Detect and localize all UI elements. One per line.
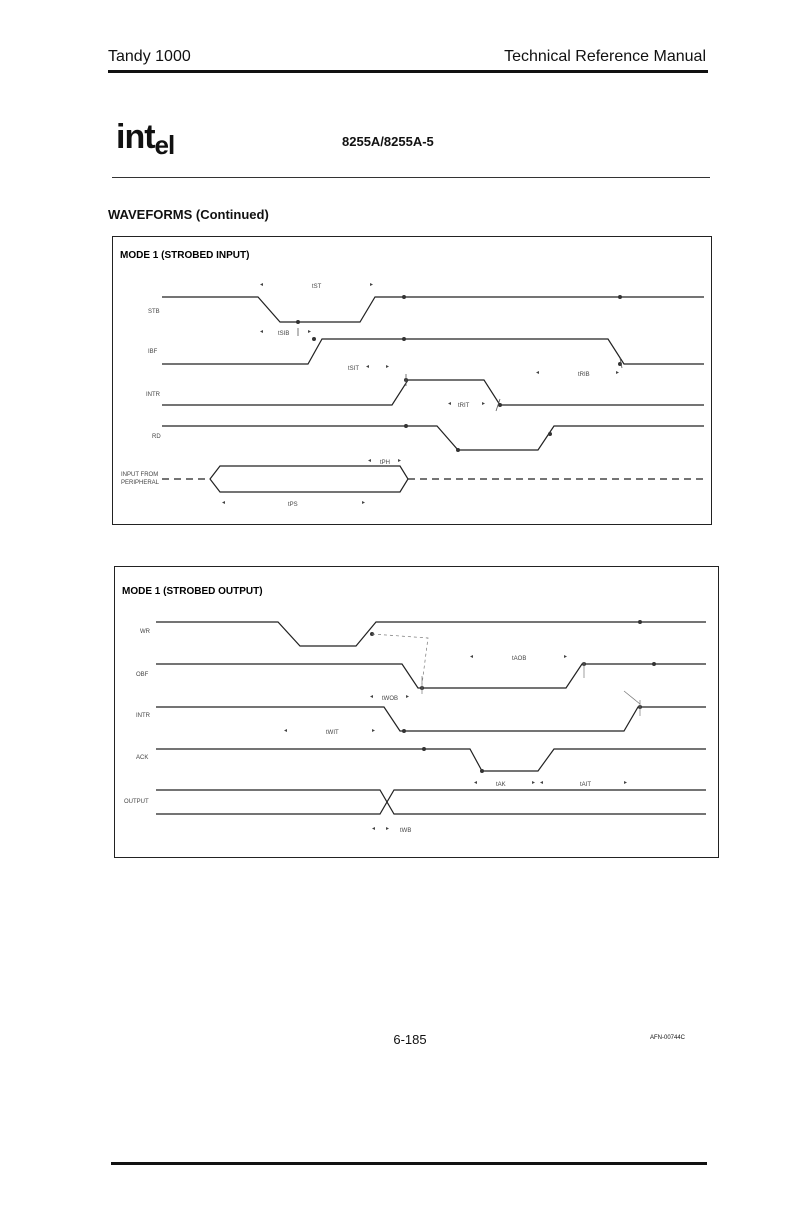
t-sib-arrow-left: ◂ <box>260 329 264 335</box>
section-title: WAVEFORMS (Continued) <box>108 207 269 222</box>
t-ps-label: tPS <box>288 502 298 508</box>
ack-low-dot <box>480 769 484 773</box>
logo-main: int <box>116 118 155 156</box>
t-sit-arrow-left: ◂ <box>366 364 370 370</box>
ibf-label: IBF <box>148 349 158 355</box>
peripheral-label: PERIPHERAL <box>121 480 160 486</box>
output-intr-waveform <box>156 707 706 731</box>
rd-rise-dot <box>548 432 552 436</box>
input-bus-valid <box>210 466 408 492</box>
t-sit-arrow-right: ▸ <box>386 364 390 370</box>
strobed-input-diagram <box>112 236 712 526</box>
output-intr-label: INTR <box>136 713 150 719</box>
rd-low-dot <box>456 448 460 452</box>
t-aob-arrow-right: ▸ <box>564 654 568 660</box>
figure-code: AFN-00744C <box>650 1035 686 1041</box>
stb-waveform <box>162 297 704 322</box>
wr-waveform <box>156 622 706 646</box>
ack-label: ACK <box>136 755 149 761</box>
t-st-arrow-right: ▸ <box>370 282 374 288</box>
logo-sub: el <box>154 130 175 160</box>
t-wob-arrow-right: ▸ <box>406 694 410 700</box>
rd-waveform <box>162 426 704 450</box>
output-intr-fall-dot <box>402 729 406 733</box>
obf-label: OBF <box>136 672 149 678</box>
t-ps-arrow-right: ▸ <box>362 500 366 506</box>
part-number: 8255A/8255A-5 <box>342 134 434 149</box>
output-diagram-title: MODE 1 (STROBED OUTPUT) <box>122 586 263 597</box>
ibf-rise-dot <box>312 337 316 341</box>
header-right: Technical Reference Manual <box>504 48 706 65</box>
t-rib-arrow-left: ◂ <box>536 370 540 376</box>
t-rit-arrow-right: ▸ <box>482 401 486 407</box>
footer-rule <box>111 1162 707 1165</box>
ibf-waveform <box>162 339 704 364</box>
stb-fall-dot <box>296 320 300 324</box>
output-bus-top <box>156 790 706 814</box>
strobed-output-diagram <box>114 566 720 860</box>
output-label: OUTPUT <box>124 799 149 805</box>
t-wit-arrow-left: ◂ <box>284 728 288 734</box>
header-left: Tandy 1000 <box>108 48 191 65</box>
input-from-label: INPUT FROM <box>121 472 159 478</box>
t-rib-label: tRIB <box>578 372 590 378</box>
obf-end-dot <box>652 662 656 666</box>
t-ait-arrow-right: ▸ <box>624 780 628 786</box>
stb-rise-dot <box>402 295 406 299</box>
intel-logo <box>116 118 174 161</box>
ack-start-dot <box>422 747 426 751</box>
t-rit-label: tRIT <box>458 403 470 409</box>
t-ph-arrow-right: ▸ <box>398 458 402 464</box>
intr-label: INTR <box>146 392 160 398</box>
t-aob-label: tAOB <box>512 656 527 662</box>
intr-waveform <box>162 380 704 405</box>
t-ph-arrow-left: ◂ <box>368 458 372 464</box>
input-diagram-title: MODE 1 (STROBED INPUT) <box>120 250 250 261</box>
t-sib-arrow-right: ▸ <box>308 329 312 335</box>
t-rit-arrow-left: ◂ <box>448 401 452 407</box>
stb-label: STB <box>148 309 160 315</box>
t-ait-arrow-left: ◂ <box>540 780 544 786</box>
ack-to-intr-link <box>624 691 640 704</box>
t-wb-arrow-right: ▸ <box>386 826 390 832</box>
t-ait-label: tAIT <box>580 782 592 788</box>
t-st-label: tST <box>312 284 322 290</box>
stb-end-dot <box>618 295 622 299</box>
header-rule <box>108 70 708 73</box>
page-number: 6-185 <box>393 1032 427 1047</box>
ibf-mid-dot <box>402 337 406 341</box>
t-sib-label: tSIB <box>278 331 290 337</box>
rd-label: RD <box>152 434 161 440</box>
t-aob-arrow-left: ◂ <box>470 654 474 660</box>
wr-end-dot <box>638 620 642 624</box>
wr-label: WR <box>140 629 150 635</box>
output-bus-bottom <box>156 790 706 814</box>
t-wb-arrow-left: ◂ <box>372 826 376 832</box>
t-ak-arrow-right: ▸ <box>532 780 536 786</box>
ack-waveform <box>156 749 706 771</box>
t-ps-arrow-left: ◂ <box>222 500 226 506</box>
wr-to-obf-link <box>372 634 428 684</box>
t-rib-arrow-right: ▸ <box>616 370 620 376</box>
title-rule <box>112 177 710 178</box>
t-wob-label: tWOB <box>382 696 398 702</box>
t-wob-arrow-left: ◂ <box>370 694 374 700</box>
t-wb-label: tWB <box>400 828 412 834</box>
t-ph-label: tPH <box>380 460 391 466</box>
t-sit-label: tSIT <box>348 366 360 372</box>
t-wit-arrow-right: ▸ <box>372 728 376 734</box>
t-st-arrow-left: ◂ <box>260 282 264 288</box>
obf-waveform <box>156 664 706 688</box>
t-wit-label: tWIT <box>326 730 339 736</box>
t-ak-arrow-left: ◂ <box>474 780 478 786</box>
rd-start-dot <box>404 424 408 428</box>
t-ak-label: tAK <box>496 782 506 788</box>
